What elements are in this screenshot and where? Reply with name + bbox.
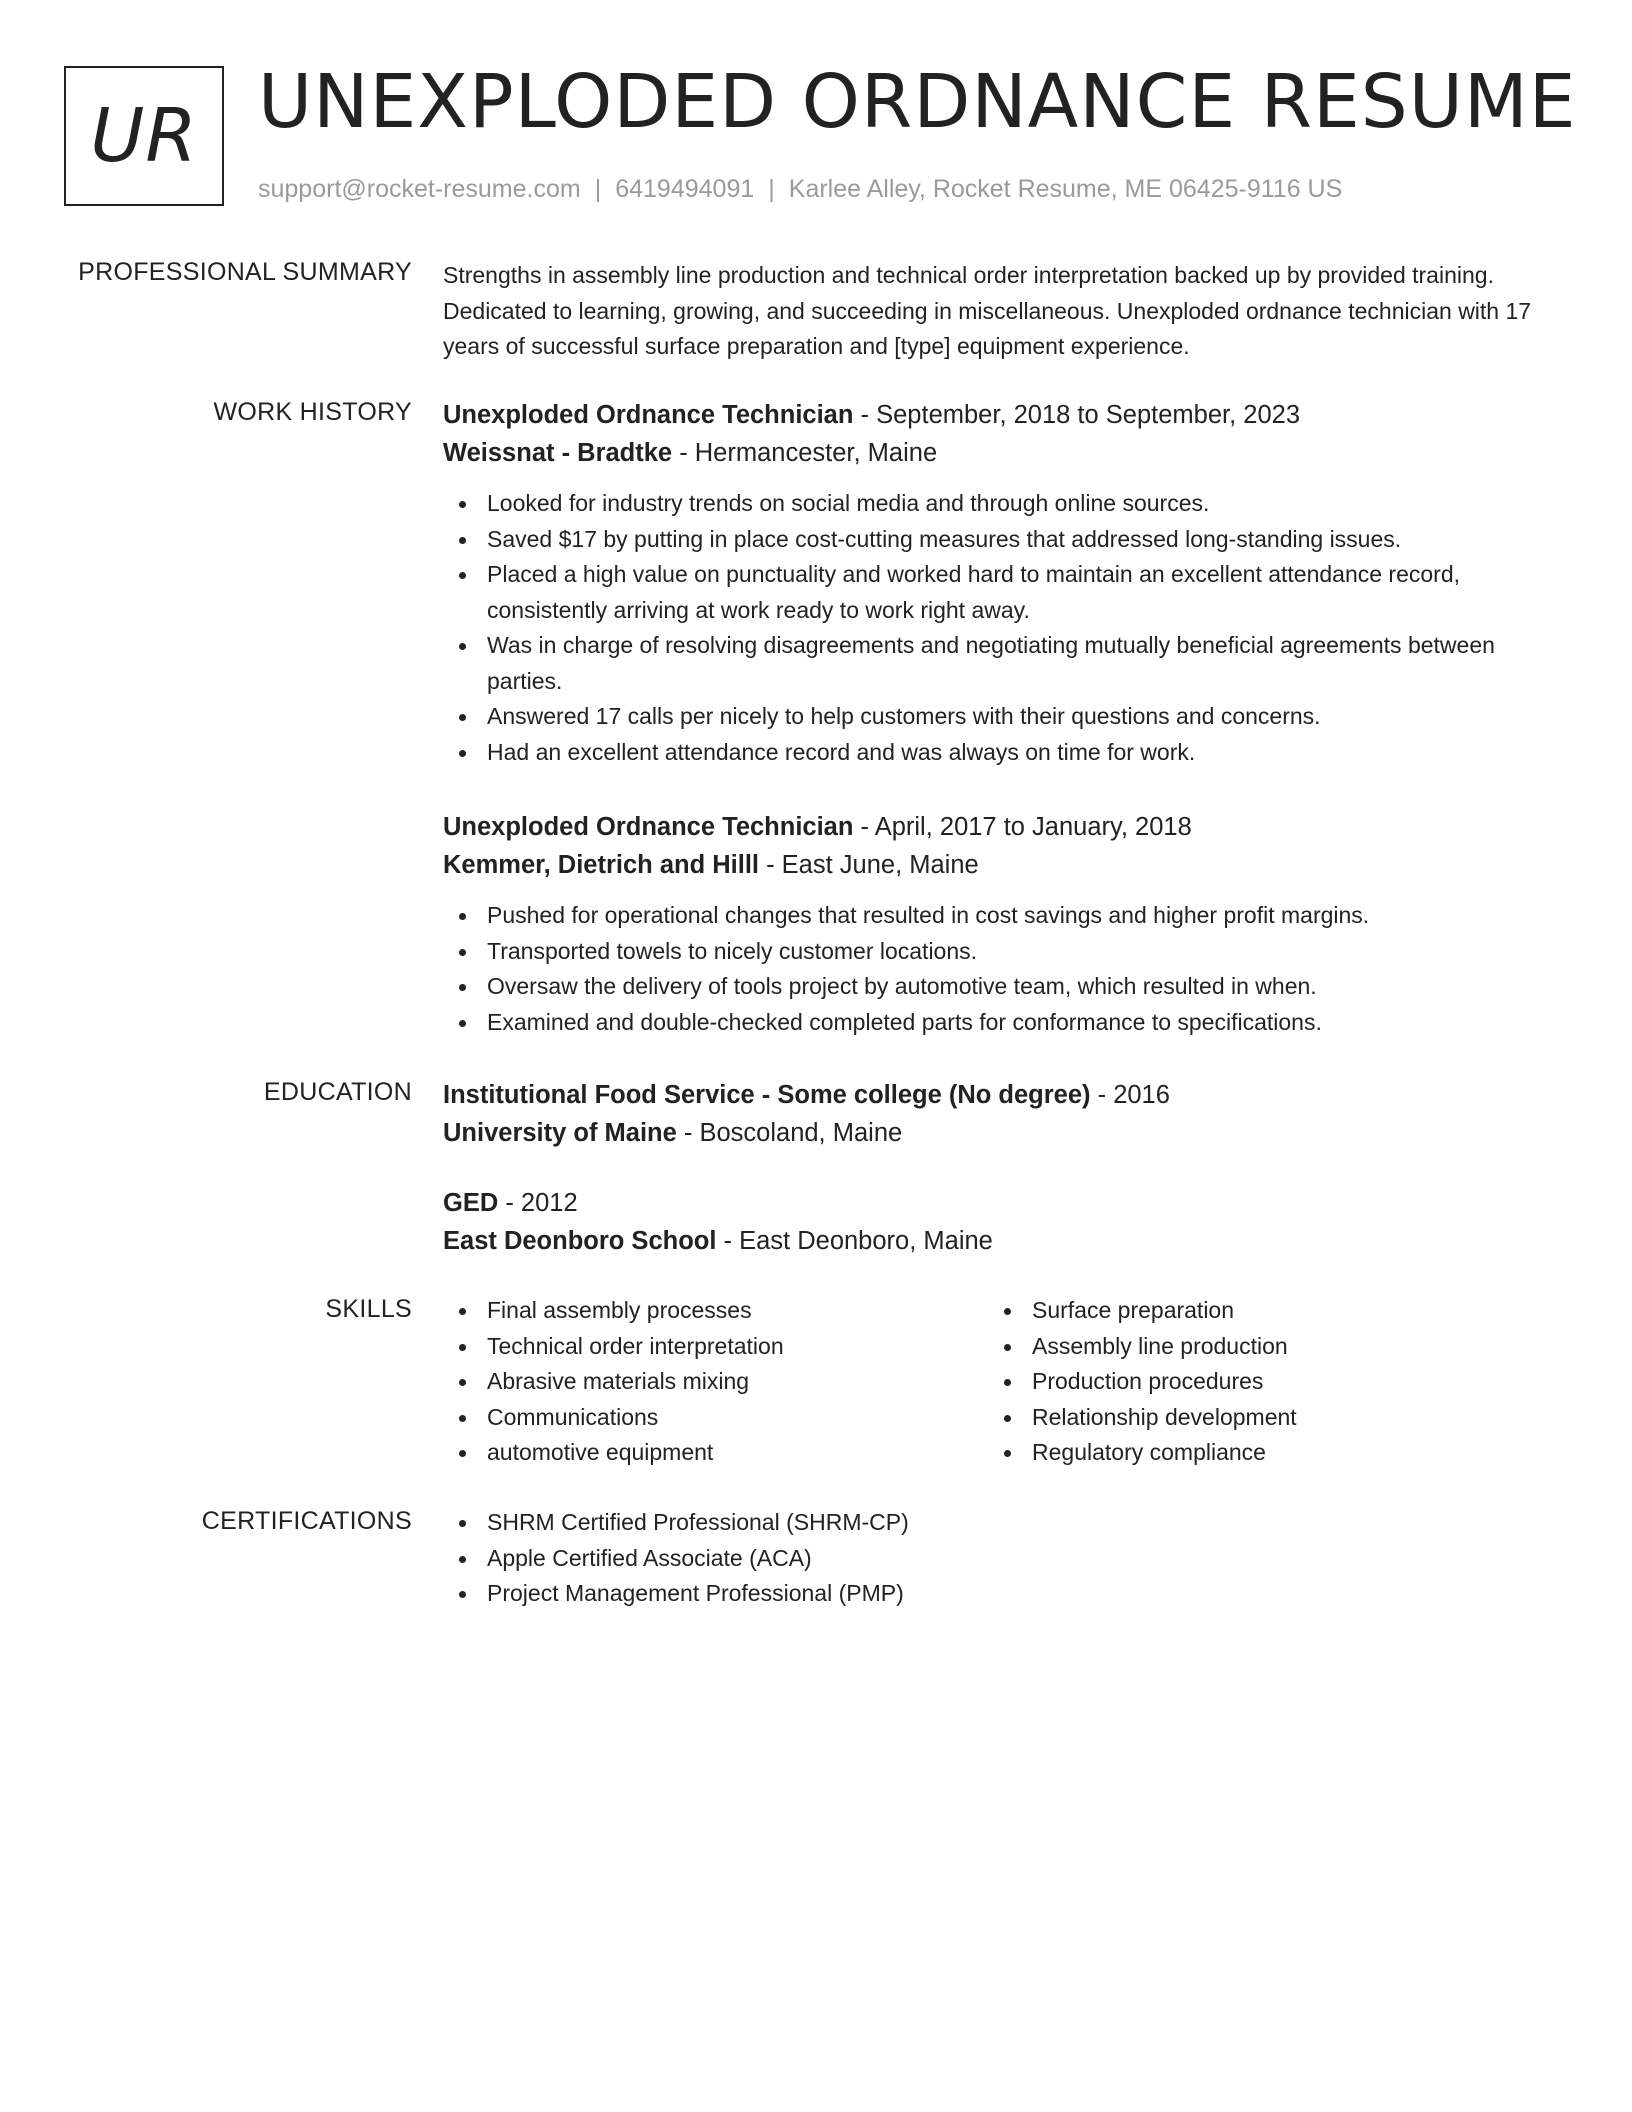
job-entry xyxy=(443,396,1533,770)
education-degree-line xyxy=(443,1184,1533,1222)
section-label-education: EDUCATION xyxy=(263,1078,412,1106)
certifications-list xyxy=(443,1505,1533,1612)
job-title-line xyxy=(443,396,1533,434)
job-title: Unexploded Ordnance Technician xyxy=(443,813,854,841)
skills-list-right xyxy=(988,1293,1533,1471)
list-item: Oversaw the delivery of tools project by automotive team, which resulted in when. xyxy=(443,969,1533,1005)
list-item: Pushed for operational changes that resulted in cost savings and higher profit margins. xyxy=(443,898,1533,934)
section-label-skills: SKILLS xyxy=(325,1295,412,1323)
contact-separator: | xyxy=(594,175,602,203)
education-year: - 2016 xyxy=(1090,1081,1170,1109)
contact-email: support@rocket-resume.com xyxy=(258,175,581,203)
job-dates: - April, 2017 to January, 2018 xyxy=(853,813,1192,841)
skills-body xyxy=(443,1293,1533,1471)
contact-separator: | xyxy=(768,175,775,203)
list-item: Abrasive materials mixing xyxy=(443,1364,988,1400)
job-title: Unexploded Ordnance Technician xyxy=(443,401,854,429)
work-body xyxy=(443,396,1533,1040)
resume-title: UNEXPLODED ORDNANCE RESUME xyxy=(258,59,1577,145)
list-item: Apple Certified Associate (ACA) xyxy=(443,1541,1533,1577)
job-bullets xyxy=(443,486,1533,770)
job-bullets xyxy=(443,898,1533,1040)
list-item: Placed a high value on punctuality and worked hard to maintain an excellent attendance record, consistently arriving at work ready to work right away. xyxy=(443,557,1533,628)
education-degree-line xyxy=(443,1076,1533,1114)
job-title-line xyxy=(443,808,1533,846)
job-dates: - September, 2018 to September, 2023 xyxy=(853,401,1301,429)
monogram-box xyxy=(64,66,224,206)
contact-phone: 6419494091 xyxy=(615,175,755,203)
education-school-line xyxy=(443,1222,1533,1260)
list-item: Saved $17 by putting in place cost-cutting measures that addressed long-standing issues. xyxy=(443,522,1533,558)
education-entry xyxy=(443,1076,1533,1152)
skills-list-left xyxy=(443,1293,988,1471)
list-item: Final assembly processes xyxy=(443,1293,988,1329)
education-location: - Boscoland, Maine xyxy=(676,1119,903,1147)
education-degree: Institutional Food Service - Some college (No degree) xyxy=(443,1081,1091,1109)
education-degree: GED xyxy=(443,1189,499,1217)
education-body xyxy=(443,1076,1533,1260)
education-school: East Deonboro School xyxy=(443,1227,717,1255)
list-item: Transported towels to nicely customer locations. xyxy=(443,934,1533,970)
list-item: Production procedures xyxy=(988,1364,1533,1400)
list-item: Looked for industry trends on social media and through online sources. xyxy=(443,486,1533,522)
list-item: automotive equipment xyxy=(443,1435,988,1471)
list-item: Assembly line production xyxy=(988,1329,1533,1365)
list-item: Communications xyxy=(443,1400,988,1436)
job-entry xyxy=(443,808,1533,1040)
list-item: Technical order interpretation xyxy=(443,1329,988,1365)
list-item: Had an excellent attendance record and was always on time for work. xyxy=(443,735,1533,771)
education-location: - East Deonboro, Maine xyxy=(716,1227,993,1255)
summary-text: Strengths in assembly line production and technical order interpretation backed up by provided training. Dedicated to learning, growing, and succeeding in miscellaneous. Unexploded ordnance technician with 17 years of successful surface preparation and [type] equipment experience. xyxy=(443,262,1532,359)
section-label-summary: PROFESSIONAL SUMMARY xyxy=(78,258,412,286)
list-item: Examined and double-checked completed parts for conformance to specifications. xyxy=(443,1005,1533,1041)
list-item: Regulatory compliance xyxy=(988,1435,1533,1471)
monogram-initials: UR xyxy=(90,93,198,179)
education-year: - 2012 xyxy=(498,1189,578,1217)
education-school: University of Maine xyxy=(443,1119,677,1147)
job-company: Weissnat - Bradtke xyxy=(443,439,673,467)
list-item: Was in charge of resolving disagreements and negotiating mutually beneficial agreements between parties. xyxy=(443,628,1533,699)
education-entry xyxy=(443,1184,1533,1260)
contact-address: Karlee Alley, Rocket Resume, ME 06425-9116 US xyxy=(788,175,1343,203)
list-item: SHRM Certified Professional (SHRM-CP) xyxy=(443,1505,1533,1541)
list-item: Project Management Professional (PMP) xyxy=(443,1576,1533,1612)
job-company-line xyxy=(443,434,1533,472)
section-label-work-history: WORK HISTORY xyxy=(213,398,412,426)
contact-line xyxy=(258,174,1342,204)
job-company: Kemmer, Dietrich and Hilll xyxy=(443,851,760,879)
job-location: - East June, Maine xyxy=(759,851,979,879)
list-item: Answered 17 calls per nicely to help customers with their questions and concerns. xyxy=(443,699,1533,735)
section-label-certifications: CERTIFICATIONS xyxy=(201,1507,412,1535)
list-item: Relationship development xyxy=(988,1400,1533,1436)
job-company-line xyxy=(443,846,1533,884)
list-item: Surface preparation xyxy=(988,1293,1533,1329)
certifications-body xyxy=(443,1505,1533,1612)
education-school-line xyxy=(443,1114,1533,1152)
job-location: - Hermancester, Maine xyxy=(672,439,938,467)
skills-grid xyxy=(443,1293,1533,1471)
